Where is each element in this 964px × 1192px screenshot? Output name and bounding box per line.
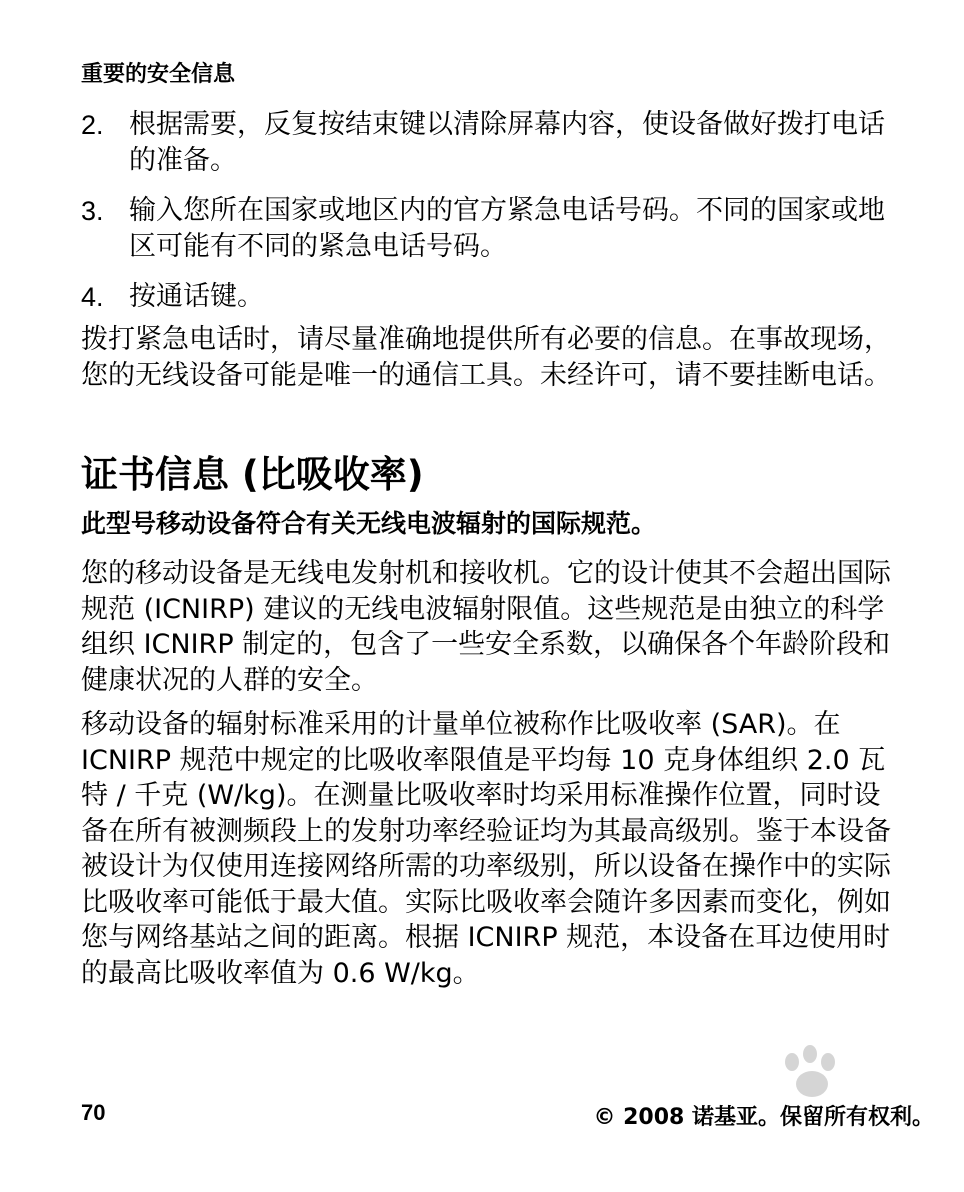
section-subheading: 此型号移动设备符合有关无线电波辐射的国际规范。	[81, 509, 657, 538]
step-number: 3.	[81, 196, 104, 226]
list-item	[81, 107, 891, 179]
step-number: 4.	[81, 282, 104, 312]
body-paragraph-2: 移动设备的辐射标准采用的计量单位被称作比吸收率 (SAR)。在 ICNIRP 规范中规定的比吸收率限值是平均每 10 克身体组织 2.0 瓦特 / 千克 (W/kg)。在测量比吸收率时均采用标准操作位置，同时设备在所有被测频段上的发射功率经验证均为其最高级别。鉴于本设备被设计为仅使用连接网络所需的功率级别，所以设备在操作中的实际比吸收率可能低于最大值。实际比吸收率会随许多因素而变化，例如您与网络基站之间的距离。根据 ICNIRP 规范，本设备在耳边使用时的最高比吸收率值为 0.6 W/kg。	[81, 709, 891, 989]
step-text: 输入您所在国家或地区内的官方紧急电话号码。不同的国家或地区可能有不同的紧急电话号码。	[129, 195, 885, 262]
step-number: 2.	[81, 110, 104, 140]
running-head: 重要的安全信息	[81, 62, 236, 87]
page-number: 70	[81, 1100, 106, 1125]
body-paragraph-1: 您的移动设备是无线电发射机和接收机。它的设计使其不会超出国际规范 (ICNIRP) 建议的无线电波辐射限值。这些规范是由独立的科学组织 ICNIRP 制定的，包含了一些安全系数，以确保各个年龄阶段和健康状况的人群的安全。	[81, 558, 891, 696]
step-text: 根据需要，反复按结束键以清除屏幕内容，使设备做好拨打电话的准备。	[129, 109, 885, 176]
step-text: 按通话键。	[129, 281, 264, 312]
emergency-paragraph: 拨打紧急电话时，请尽量准确地提供所有必要的信息。在事故现场，您的无线设备可能是唯一的通信工具。未经许可，请不要挂断电话。	[81, 324, 891, 391]
list-item	[81, 193, 891, 265]
section-heading: 证书信息 (比吸收率)	[81, 453, 424, 496]
copyright-notice: © 2008 诺基亚。保留所有权利。	[593, 1105, 934, 1130]
list-item	[81, 279, 891, 315]
steps-list	[81, 107, 891, 329]
